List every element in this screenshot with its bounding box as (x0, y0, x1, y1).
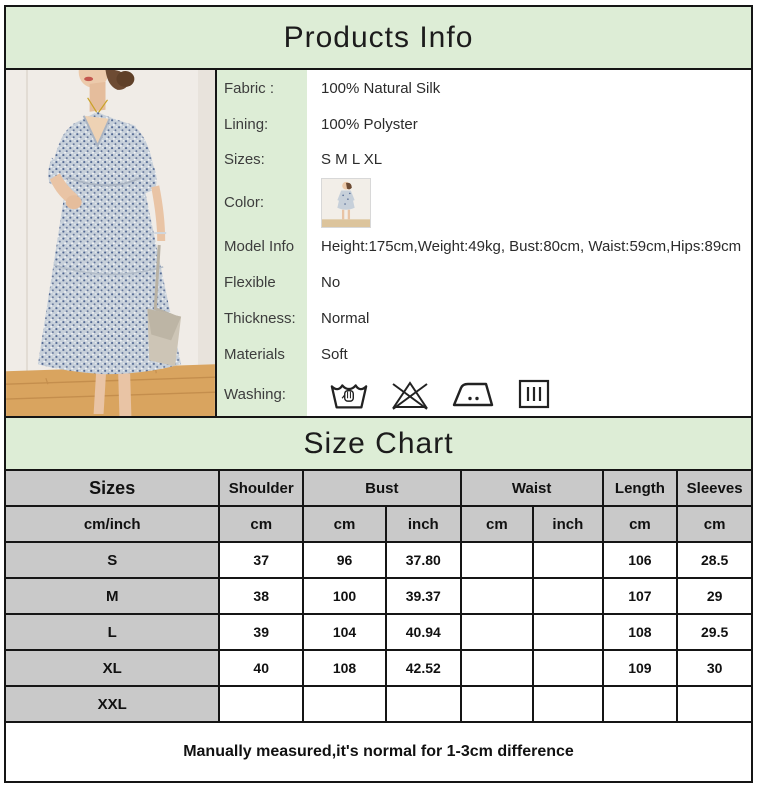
table-group-header-row (5, 470, 752, 506)
lining-label: Lining: (217, 106, 307, 142)
unit-cell: cm (461, 506, 533, 542)
unit-cell: inch (386, 506, 461, 542)
value-cell: 108 (603, 614, 678, 650)
size-cell: M (5, 578, 219, 614)
materials-label: Materials (217, 336, 307, 372)
value-cell (533, 578, 602, 614)
value-cell: 29 (677, 578, 752, 614)
table-row-s (5, 542, 752, 578)
col-header-shoulder: Shoulder (219, 470, 303, 506)
value-cell: 30 (677, 650, 752, 686)
unit-cell: cm (603, 506, 678, 542)
unit-cell: cm (677, 506, 752, 542)
value-cell (677, 686, 752, 722)
materials-value: Soft (307, 336, 751, 372)
value-cell: 40 (219, 650, 303, 686)
value-cell: 109 (603, 650, 678, 686)
col-header-waist: Waist (461, 470, 603, 506)
unit-cell: cm (219, 506, 303, 542)
attribute-row-thickness (217, 300, 751, 336)
attribute-row-sizes (217, 142, 751, 176)
value-cell: 108 (303, 650, 386, 686)
value-cell (533, 650, 602, 686)
washing-label: Washing: (217, 372, 307, 416)
size-cell: XL (5, 650, 219, 686)
thickness-label: Thickness: (217, 300, 307, 336)
table-row-m (5, 578, 752, 614)
products-info-header (4, 5, 753, 70)
attribute-row-model-info (217, 228, 751, 264)
value-cell: 104 (303, 614, 386, 650)
color-swatch-thumbnail[interactable] (321, 178, 371, 228)
value-cell: 40.94 (386, 614, 461, 650)
size-chart-table (4, 469, 753, 723)
products-info-title: Products Info (283, 20, 474, 54)
size-cell: XXL (5, 686, 219, 722)
col-header-bust: Bust (303, 470, 461, 506)
value-cell: 39 (219, 614, 303, 650)
model-info-value: Height:175cm,Weight:49kg, Bust:80cm, Waist:59cm,Hips:89cm (307, 228, 751, 264)
value-cell (219, 686, 303, 722)
do-not-bleach-icon (389, 377, 431, 411)
unit-cell: inch (533, 506, 602, 542)
flexible-label: Flexible (217, 264, 307, 300)
value-cell (386, 686, 461, 722)
value-cell (303, 686, 386, 722)
unit-cell: cm (303, 506, 386, 542)
col-header-sleeves: Sleeves (677, 470, 752, 506)
attribute-row-color (217, 176, 751, 228)
sizes-label: Sizes: (217, 142, 307, 176)
value-cell (461, 578, 533, 614)
value-cell: 106 (603, 542, 678, 578)
product-photo (6, 70, 217, 416)
measurement-note (4, 721, 753, 783)
col-header-sizes: Sizes (5, 470, 219, 506)
value-cell (461, 650, 533, 686)
value-cell (461, 614, 533, 650)
fabric-label: Fabric : (217, 70, 307, 106)
value-cell: 37.80 (386, 542, 461, 578)
table-row-xxl (5, 686, 752, 722)
value-cell: 29.5 (677, 614, 752, 650)
value-cell (533, 686, 602, 722)
value-cell (533, 542, 602, 578)
product-sheet (4, 5, 753, 783)
iron-icon (451, 377, 495, 411)
attribute-row-materials (217, 336, 751, 372)
flexible-value: No (307, 264, 751, 300)
table-unit-row (5, 506, 752, 542)
thickness-value: Normal (307, 300, 751, 336)
value-cell: 39.37 (386, 578, 461, 614)
model-info-label: Model Info (217, 228, 307, 264)
hand-wash-icon (329, 377, 369, 411)
product-attributes (217, 70, 751, 416)
value-cell: 38 (219, 578, 303, 614)
value-cell: 107 (603, 578, 678, 614)
model-photo-illustration (6, 70, 215, 416)
table-row-xl (5, 650, 752, 686)
attribute-row-lining (217, 106, 751, 142)
attribute-row-fabric (217, 70, 751, 106)
value-cell (461, 686, 533, 722)
attribute-row-flexible (217, 264, 751, 300)
size-chart-header (4, 416, 753, 471)
size-cell: S (5, 542, 219, 578)
value-cell: 42.52 (386, 650, 461, 686)
color-value (307, 176, 751, 228)
value-cell (603, 686, 678, 722)
size-cell: L (5, 614, 219, 650)
col-header-length: Length (603, 470, 678, 506)
washing-value (307, 372, 751, 416)
lining-value: 100% Polyster (307, 106, 751, 142)
value-cell: 100 (303, 578, 386, 614)
attribute-row-washing (217, 372, 751, 416)
value-cell: 96 (303, 542, 386, 578)
fabric-value: 100% Natural Silk (307, 70, 751, 106)
color-label: Color: (217, 176, 307, 228)
drip-dry-icon (515, 377, 553, 411)
size-chart-title: Size Chart (303, 426, 454, 460)
value-cell (533, 614, 602, 650)
measurement-note-text: Manually measured,it's normal for 1-3cm difference (183, 743, 574, 760)
products-info-section (4, 68, 753, 418)
sizes-value: S M L XL (307, 142, 751, 176)
value-cell: 37 (219, 542, 303, 578)
unit-cell: cm/inch (5, 506, 219, 542)
value-cell (461, 542, 533, 578)
table-row-l (5, 614, 752, 650)
value-cell: 28.5 (677, 542, 752, 578)
